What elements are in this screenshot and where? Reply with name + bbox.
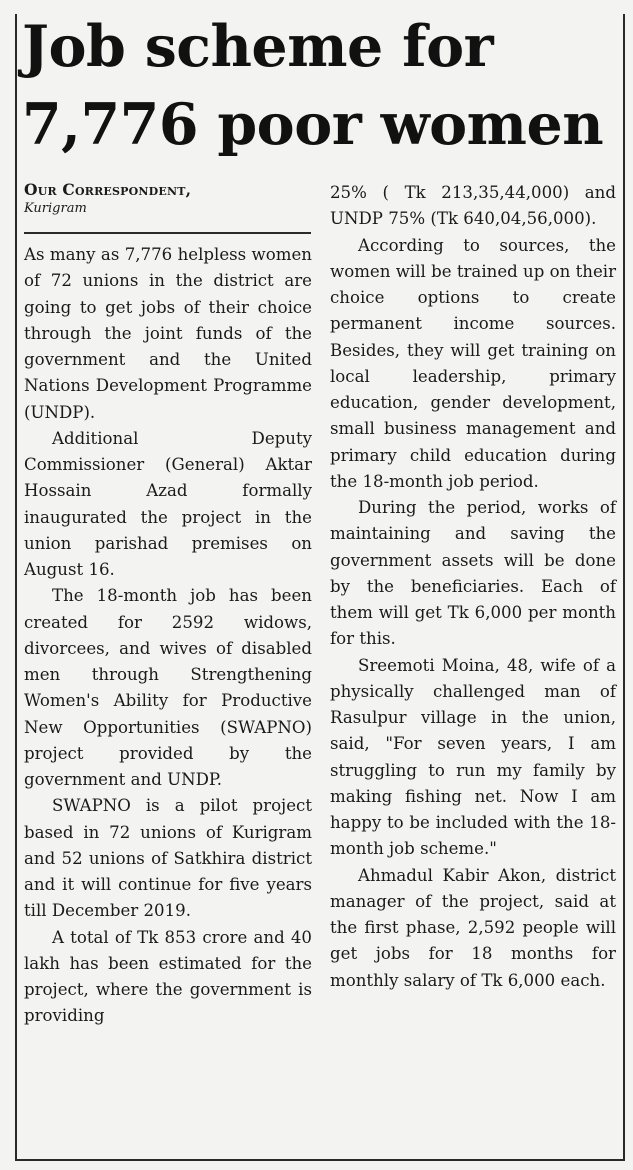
paragraph: During the period, works of maintaining and saving the government assets will be done by the beneficiaries. Each of them will get Tk 6,000 per month for this.: [330, 498, 616, 649]
article-headline: Job scheme for 7,776 poor women: [22, 13, 604, 158]
byline-location: Kurigram: [24, 201, 87, 216]
paragraph: A total of Tk 853 crore and 40 lakh has been estimated for the project, where the government is providing: [24, 927, 312, 1026]
paragraph-continued: 25% ( Tk 213,35,44,000) and UNDP 75% (Tk 640,04,56,000).: [330, 183, 616, 229]
column-rule-left: [15, 14, 17, 1160]
paragraph: As many as 7,776 helpless women of 72 unions in the district are going to get jobs of their choice through the joint funds of the government and the United Nations Development Programme (UNDP).: [24, 245, 312, 422]
paragraph: Additional Deputy Commissioner (General) Aktar Hossain Azad formally inaugurated the project in the union parishad premises on August 16.: [24, 428, 312, 579]
byline: [24, 180, 314, 218]
byline-rule: [24, 232, 311, 234]
bottom-rule: [15, 1159, 625, 1161]
column-rule-right: [623, 14, 625, 1160]
paragraph: According to sources, the women will be trained up on their choice options to create permanent income sources. Besides, they will get training on local leadership, primary education, gender development, small business management and primary child education during the 18-month job period.: [330, 235, 616, 491]
byline-author: Our Correspondent,: [24, 180, 192, 199]
paragraph: Ahmadul Kabir Akon, district manager of the project, said at the first phase, 2,592 people will get jobs for 18 months for monthly salary of Tk 6,000 each.: [330, 865, 616, 990]
article-column-left: [24, 242, 312, 1030]
paragraph: Sreemoti Moina, 48, wife of a physically challenged man of Rasulpur village in the union, said, "For seven years, I am struggling to run my family by making fishing net. Now I am happy to be included with the 18-month job scheme.": [330, 655, 616, 859]
paragraph: SWAPNO is a pilot project based in 72 unions of Kurigram and 52 unions of Satkhira district and it will continue for five years till December 2019.: [24, 796, 312, 921]
article-column-right: [330, 180, 616, 994]
paragraph: The 18-month job has been created for 2592 widows, divorcees, and wives of disabled men through Strengthening Women's Ability for Productive New Opportunities (SWAPNO) project provided by the government and UNDP.: [24, 586, 312, 789]
